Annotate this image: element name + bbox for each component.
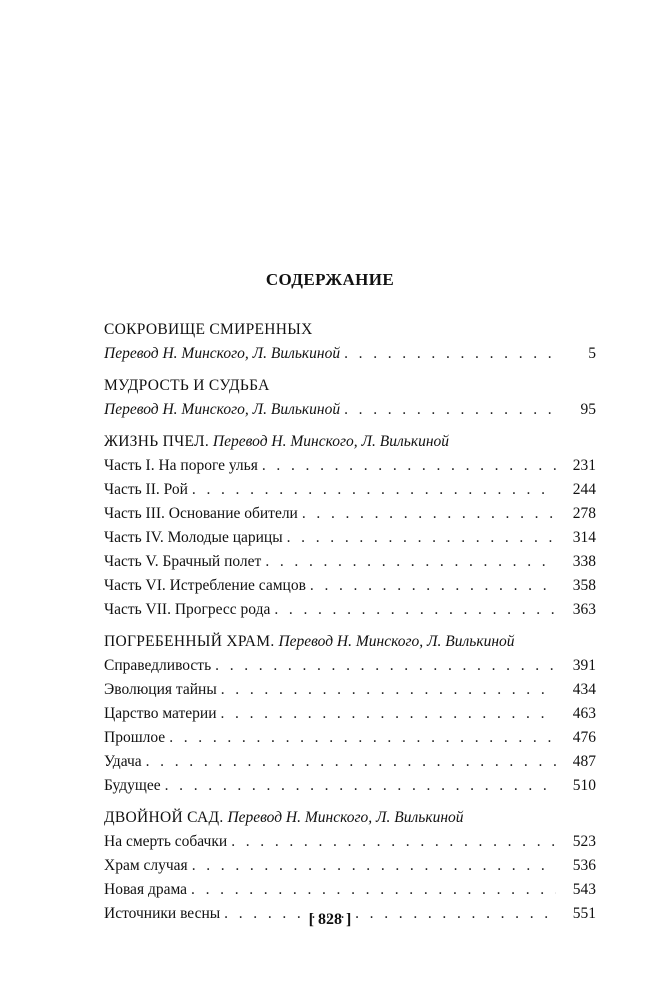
dot-leader xyxy=(231,830,556,854)
toc-entry xyxy=(104,398,596,422)
page-ref: 487 xyxy=(572,753,596,770)
section-heading-line xyxy=(104,630,596,654)
toc-section xyxy=(104,430,596,622)
page-ref: 278 xyxy=(572,505,596,522)
section-heading-line xyxy=(104,430,596,454)
page-ref: 95 xyxy=(580,401,596,418)
entry-label: Часть V. Брачный полет xyxy=(104,553,262,570)
toc-entry xyxy=(104,830,596,854)
section-heading: ДВОЙНОЙ САД. xyxy=(104,809,224,826)
page-ref: 543 xyxy=(572,881,596,898)
dot-leader xyxy=(169,726,556,750)
toc-section xyxy=(104,318,596,366)
toc-entry xyxy=(104,678,596,702)
dot-leader xyxy=(146,750,556,774)
dot-leader xyxy=(215,654,556,678)
section-heading: СОКРОВИЩЕ СМИРЕННЫХ xyxy=(104,321,313,338)
toc-entry xyxy=(104,342,596,366)
section-heading: МУДРОСТЬ И СУДЬБА xyxy=(104,377,270,394)
entry-label: Удача xyxy=(104,753,142,770)
dot-leader xyxy=(302,502,556,526)
toc-entry xyxy=(104,702,596,726)
dot-leader xyxy=(192,478,556,502)
toc-entry xyxy=(104,774,596,798)
page-ref: 358 xyxy=(572,577,596,594)
translator-credit: Перевод Н. Минского, Л. Вилькиной xyxy=(212,433,450,450)
translator-credit: Перевод Н. Минского, Л. Вилькиной xyxy=(278,633,515,650)
page-ref: 551 xyxy=(572,905,596,922)
page-ref: 391 xyxy=(572,657,596,674)
page-ref: 314 xyxy=(572,529,596,546)
entry-label: Часть III. Основание обители xyxy=(104,505,298,522)
dot-leader xyxy=(221,678,556,702)
section-heading: ПОГРЕБЕННЫЙ ХРАМ. xyxy=(104,633,275,650)
toc-entry xyxy=(104,750,596,774)
page-ref: 434 xyxy=(572,681,596,698)
table-of-contents xyxy=(104,318,596,934)
section-heading-line xyxy=(104,806,596,830)
toc-entry xyxy=(104,726,596,750)
entry-label: Прошлое xyxy=(104,729,166,746)
entry-label: Часть I. На пороге улья xyxy=(104,457,258,474)
entry-label: Царство материи xyxy=(104,705,217,722)
toc-entry xyxy=(104,654,596,678)
page-ref: 5 xyxy=(588,345,596,362)
translator-credit: Перевод Н. Минского, Л. Вилькиной xyxy=(227,809,464,826)
toc-entry xyxy=(104,550,596,574)
entry-label: Храм случая xyxy=(104,857,188,874)
entry-label: Источники весны xyxy=(104,905,221,922)
entry-label: Часть VI. Истребление самцов xyxy=(104,577,306,594)
entry-label: На смерть собачки xyxy=(104,833,228,850)
dot-leader xyxy=(287,526,556,550)
section-heading: ЖИЗНЬ ПЧЕЛ. xyxy=(104,433,210,450)
entry-label: Часть IV. Молодые царицы xyxy=(104,529,283,546)
toc-entry xyxy=(104,854,596,878)
toc-entry xyxy=(104,478,596,502)
entry-label: Новая драма xyxy=(104,881,188,898)
toc-entry xyxy=(104,598,596,622)
toc-section xyxy=(104,374,596,422)
translator-credit: Перевод Н. Минского, Л. Вилькиной xyxy=(104,345,341,362)
dot-leader xyxy=(344,398,556,422)
page-number: [ 828 ] xyxy=(308,911,352,928)
toc-entry xyxy=(104,574,596,598)
entry-label: Часть VII. Прогресс рода xyxy=(104,601,271,618)
toc-entry xyxy=(104,502,596,526)
toc-section xyxy=(104,630,596,798)
entry-label: Будущее xyxy=(104,777,161,794)
page-ref: 523 xyxy=(572,833,596,850)
toc-entry xyxy=(104,526,596,550)
toc-entry xyxy=(104,878,596,902)
entry-label: Справедливость xyxy=(104,657,212,674)
translator-credit: Перевод Н. Минского, Л. Вилькиной xyxy=(104,401,341,418)
dot-leader xyxy=(165,774,556,798)
entry-label: Эволюция тайны xyxy=(104,681,217,698)
page-ref: 244 xyxy=(572,481,596,498)
dot-leader xyxy=(265,550,556,574)
page-ref: 231 xyxy=(572,457,596,474)
page-ref: 536 xyxy=(572,857,596,874)
toc-entry xyxy=(104,454,596,478)
dot-leader xyxy=(262,454,556,478)
page-ref: 463 xyxy=(572,705,596,722)
dot-leader xyxy=(221,702,557,726)
page-ref: 476 xyxy=(572,729,596,746)
dot-leader xyxy=(310,574,556,598)
dot-leader xyxy=(192,854,556,878)
page-ref: 338 xyxy=(572,553,596,570)
dot-leader xyxy=(344,342,556,366)
page-ref: 363 xyxy=(572,601,596,618)
page-ref: 510 xyxy=(572,777,596,794)
entry-label: Часть II. Рой xyxy=(104,481,188,498)
toc-section xyxy=(104,806,596,926)
dot-leader xyxy=(274,598,556,622)
dot-leader xyxy=(191,878,556,902)
page-title: СОДЕРЖАНИЕ xyxy=(265,270,395,289)
